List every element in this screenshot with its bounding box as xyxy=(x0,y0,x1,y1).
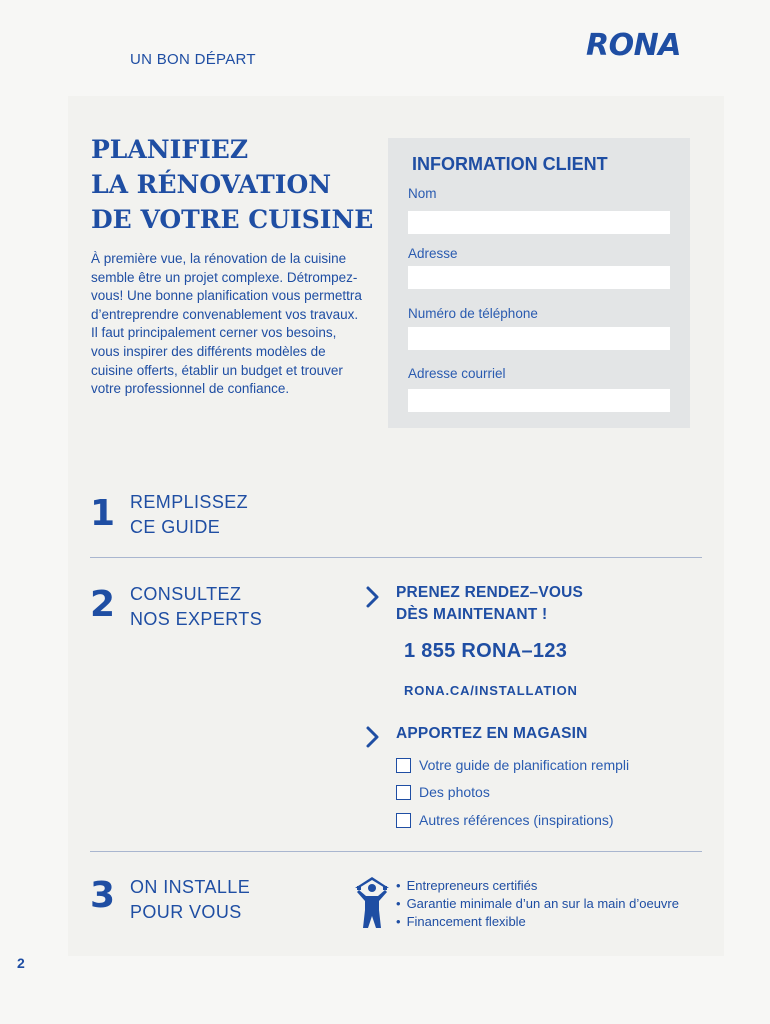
checklist-item[interactable] xyxy=(396,757,629,773)
chevron-right-icon xyxy=(364,585,382,609)
checkbox[interactable] xyxy=(396,758,411,773)
phone-number[interactable]: 1 855 RONA–123 xyxy=(404,640,568,662)
website-link[interactable]: RONA.CA/INSTALLATION xyxy=(404,683,578,698)
address-label: Adresse xyxy=(408,246,458,261)
benefit-item: • Entrepreneurs certifiés xyxy=(396,877,679,895)
step-3-line-2: POUR VOUS xyxy=(130,902,242,922)
step-2-line-2: NOS EXPERTS xyxy=(130,609,263,629)
divider-2 xyxy=(90,851,702,852)
address-field[interactable] xyxy=(408,266,670,289)
client-info-heading: INFORMATION CLIENT xyxy=(412,154,608,174)
checklist-label: Votre guide de planification rempli xyxy=(419,757,630,773)
step-2-text xyxy=(130,582,262,632)
name-label: Nom xyxy=(408,186,437,201)
step-2-number: 2 xyxy=(90,584,116,625)
benefit-item: • Garantie minimale d’un an sur la main d’oeuvre xyxy=(396,895,679,913)
phone-label: Numéro de téléphone xyxy=(408,306,538,321)
checklist-label: Des photos xyxy=(419,784,490,800)
page-number: 2 xyxy=(17,955,25,971)
divider-1 xyxy=(90,557,702,558)
step-1-line-2: CE GUIDE xyxy=(130,517,221,537)
step-3-text xyxy=(130,875,250,925)
page-title xyxy=(91,132,381,237)
appointment-heading xyxy=(396,582,583,626)
title-line-1: PLANIFIEZ xyxy=(91,135,249,164)
step-3-line-1: ON INSTALLE xyxy=(130,877,251,897)
rona-logo: RONA xyxy=(586,28,681,63)
email-field[interactable] xyxy=(408,389,670,412)
name-field[interactable] xyxy=(408,211,670,234)
step-2-line-1: CONSULTEZ xyxy=(130,584,242,604)
checklist-item[interactable] xyxy=(396,812,614,828)
checklist-label: Autres références (inspirations) xyxy=(419,812,614,828)
worker-house-icon xyxy=(353,874,391,930)
bring-heading: APPORTEZ EN MAGASIN xyxy=(396,725,588,742)
client-info-form xyxy=(388,138,690,428)
install-benefits-list xyxy=(396,877,679,931)
chevron-right-icon xyxy=(364,725,382,749)
step-1-line-1: REMPLISSEZ xyxy=(130,492,249,512)
intro-paragraph: À première vue, la rénovation de la cuisine semble être un projet complexe. Détrompez-vous! Une bonne planification vous permettra d’entreprendre convenablement vos travaux. Il faut principalement cerner vos besoins, vous inspirer des différents modèles de cuisine offerts, établir un budget et trouver votre professionnel de confiance. xyxy=(91,251,362,397)
step-1-number: 1 xyxy=(90,493,116,534)
title-line-2: LA RÉNOVATION xyxy=(91,170,332,199)
phone-field[interactable] xyxy=(408,327,670,350)
header-tag: UN BON DÉPART xyxy=(130,51,256,68)
step-1-text xyxy=(130,490,248,540)
benefit-item: • Financement flexible xyxy=(396,913,679,931)
checklist-item[interactable] xyxy=(396,784,490,800)
checkbox[interactable] xyxy=(396,813,411,828)
step-3-number: 3 xyxy=(90,875,116,916)
email-label: Adresse courriel xyxy=(408,366,506,381)
appointment-line-1: PRENEZ RENDEZ–VOUS xyxy=(396,584,584,601)
appointment-line-2: DÈS MAINTENANT ! xyxy=(396,606,548,623)
title-line-3: DE VOTRE CUISINE xyxy=(91,205,374,234)
checkbox[interactable] xyxy=(396,785,411,800)
